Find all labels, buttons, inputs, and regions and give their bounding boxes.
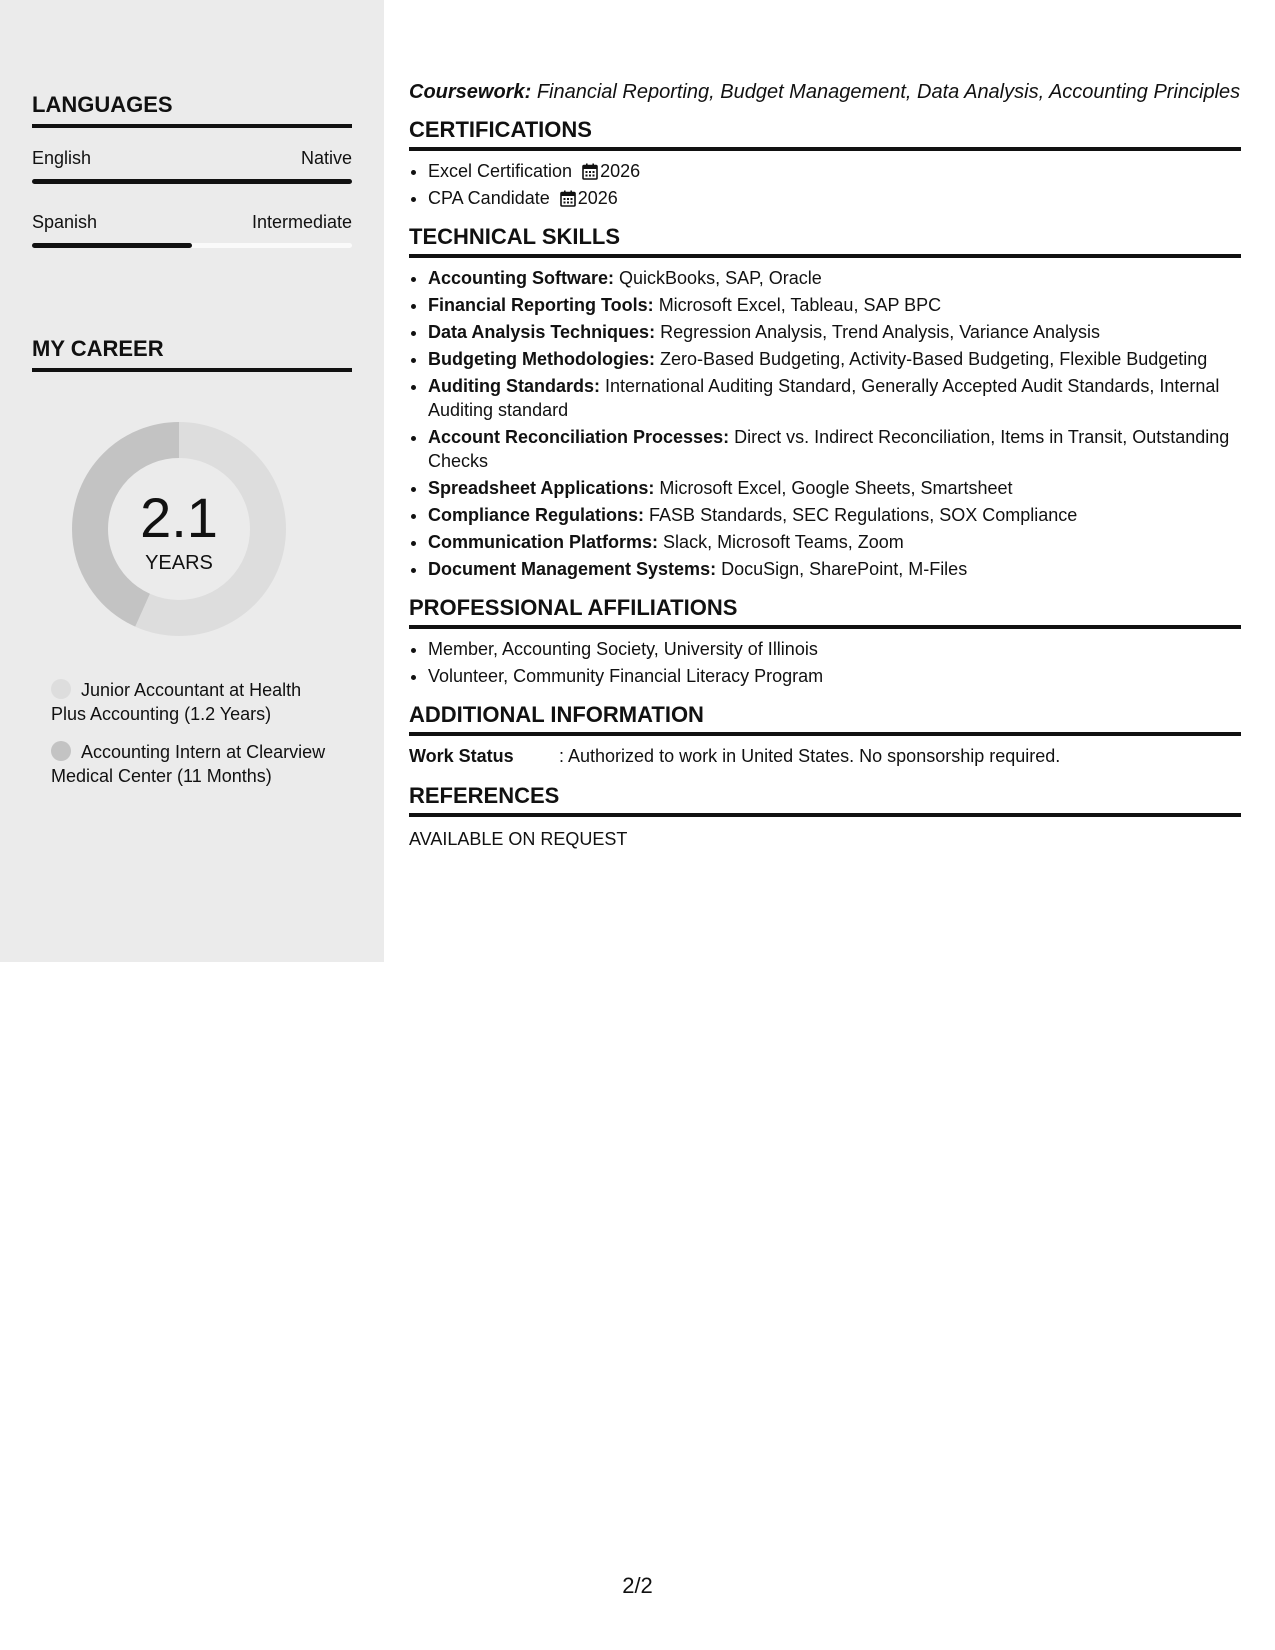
certification-year: 2026 (600, 161, 641, 181)
certification-year: 2026 (577, 188, 618, 208)
skill-label: Spreadsheet Applications: (428, 478, 655, 498)
work-status-label: Work Status (409, 746, 514, 766)
skill-value: Slack, Microsoft Teams, Zoom (663, 532, 904, 552)
career-total-unit: YEARS (145, 551, 213, 574)
skill-value: QuickBooks, SAP, Oracle (619, 268, 822, 288)
career-legend (51, 678, 341, 802)
career-legend-label: Junior Accountant at Health Plus Accounting (1.2 Years) (51, 680, 302, 724)
skill-label: Financial Reporting Tools: (428, 295, 654, 315)
affiliations-heading: PROFESSIONAL AFFILIATIONS (409, 595, 1241, 629)
affiliation-item: • Volunteer, Community Financial Literacy Program (428, 664, 1241, 688)
skill-value: Microsoft Excel, Tableau, SAP BPC (658, 295, 942, 315)
skill-item (428, 425, 1241, 473)
career-legend-label: Accounting Intern at Clearview Medical Center (11 Months) (51, 742, 326, 786)
affiliation-item: • Member, Accounting Society, University of Illinois (428, 637, 1241, 661)
work-status-row (409, 746, 1241, 767)
calendar-icon (582, 163, 598, 180)
skill-label: Communication Platforms: (428, 532, 659, 552)
skill-label: Accounting Software: (428, 268, 615, 288)
technical-skills-heading: TECHNICAL SKILLS (409, 224, 1241, 258)
career-donut-chart (64, 414, 294, 644)
skill-item (428, 293, 1241, 317)
language-proficiency-bar (32, 243, 352, 248)
certification-name: CPA Candidate (428, 188, 550, 208)
skill-item (428, 374, 1241, 422)
skill-item (428, 266, 1241, 290)
coursework (409, 80, 1241, 105)
certifications-heading: CERTIFICATIONS (409, 117, 1241, 151)
skill-label: Auditing Standards: (428, 376, 600, 396)
references-heading: REFERENCES (409, 783, 1241, 817)
career-heading: MY CAREER (32, 336, 352, 372)
career-total-value: 2.1 (140, 485, 218, 549)
skill-value: Regression Analysis, Trend Analysis, Variance Analysis (660, 322, 1100, 342)
language-item (32, 212, 352, 248)
language-level: Intermediate (251, 212, 352, 232)
skill-item (428, 503, 1241, 527)
language-level: Native (300, 148, 352, 168)
sidebar (0, 0, 384, 962)
coursework-text: Financial Reporting, Budget Management, Data Analysis, Accounting Principles (536, 81, 1241, 103)
skill-value: FASB Standards, SEC Regulations, SOX Compliance (649, 505, 1078, 525)
skill-value: International Auditing Standard, Generally Accepted Audit Standards, Internal Auditing standard (428, 376, 1220, 420)
skill-label: Compliance Regulations: (428, 505, 645, 525)
calendar-icon (560, 190, 576, 207)
references-text: AVAILABLE ON REQUEST (409, 829, 628, 849)
skill-item (428, 557, 1241, 581)
legend-dot-icon (51, 679, 71, 699)
language-name: English (32, 148, 92, 168)
skill-item (428, 530, 1241, 554)
language-item (32, 148, 352, 184)
page-number: 2/2 (622, 1573, 653, 1598)
legend-dot-icon (51, 741, 71, 761)
additional-info-heading: ADDITIONAL INFORMATION (409, 702, 1241, 736)
career-section (32, 336, 352, 372)
skill-item (428, 476, 1241, 500)
languages-heading: LANGUAGES (32, 92, 352, 128)
technical-skills-list (409, 266, 1241, 581)
affiliations-list (409, 637, 1241, 688)
language-proficiency-fill (32, 179, 352, 184)
certification-name: Excel Certification (428, 161, 573, 181)
certification-item (428, 186, 1241, 210)
skill-label: Data Analysis Techniques: (428, 322, 656, 342)
skill-label: Account Reconciliation Processes: (428, 427, 730, 447)
skill-value: Direct vs. Indirect Reconciliation, Items in Transit, Outstanding Checks (428, 427, 1230, 471)
skill-label: Budgeting Methodologies: (428, 349, 655, 369)
languages-section (32, 92, 352, 248)
main-content (409, 80, 1241, 850)
language-proficiency-bar (32, 179, 352, 184)
skill-label: Document Management Systems: (428, 559, 717, 579)
coursework-label: Coursework: (409, 81, 532, 103)
skill-item (428, 347, 1241, 371)
skill-item (428, 320, 1241, 344)
language-name: Spanish (32, 212, 98, 232)
career-legend-item (51, 740, 341, 788)
certification-item (428, 159, 1241, 183)
skill-value: Microsoft Excel, Google Sheets, Smartsheet (659, 478, 1013, 498)
career-legend-item (51, 678, 341, 726)
certifications-list (409, 159, 1241, 210)
work-status-value: : Authorized to work in United States. No sponsorship required. (559, 746, 1061, 766)
language-proficiency-fill (32, 243, 192, 248)
skill-value: Zero-Based Budgeting, Activity-Based Budgeting, Flexible Budgeting (659, 349, 1208, 369)
skill-value: DocuSign, SharePoint, M-Files (721, 559, 968, 579)
